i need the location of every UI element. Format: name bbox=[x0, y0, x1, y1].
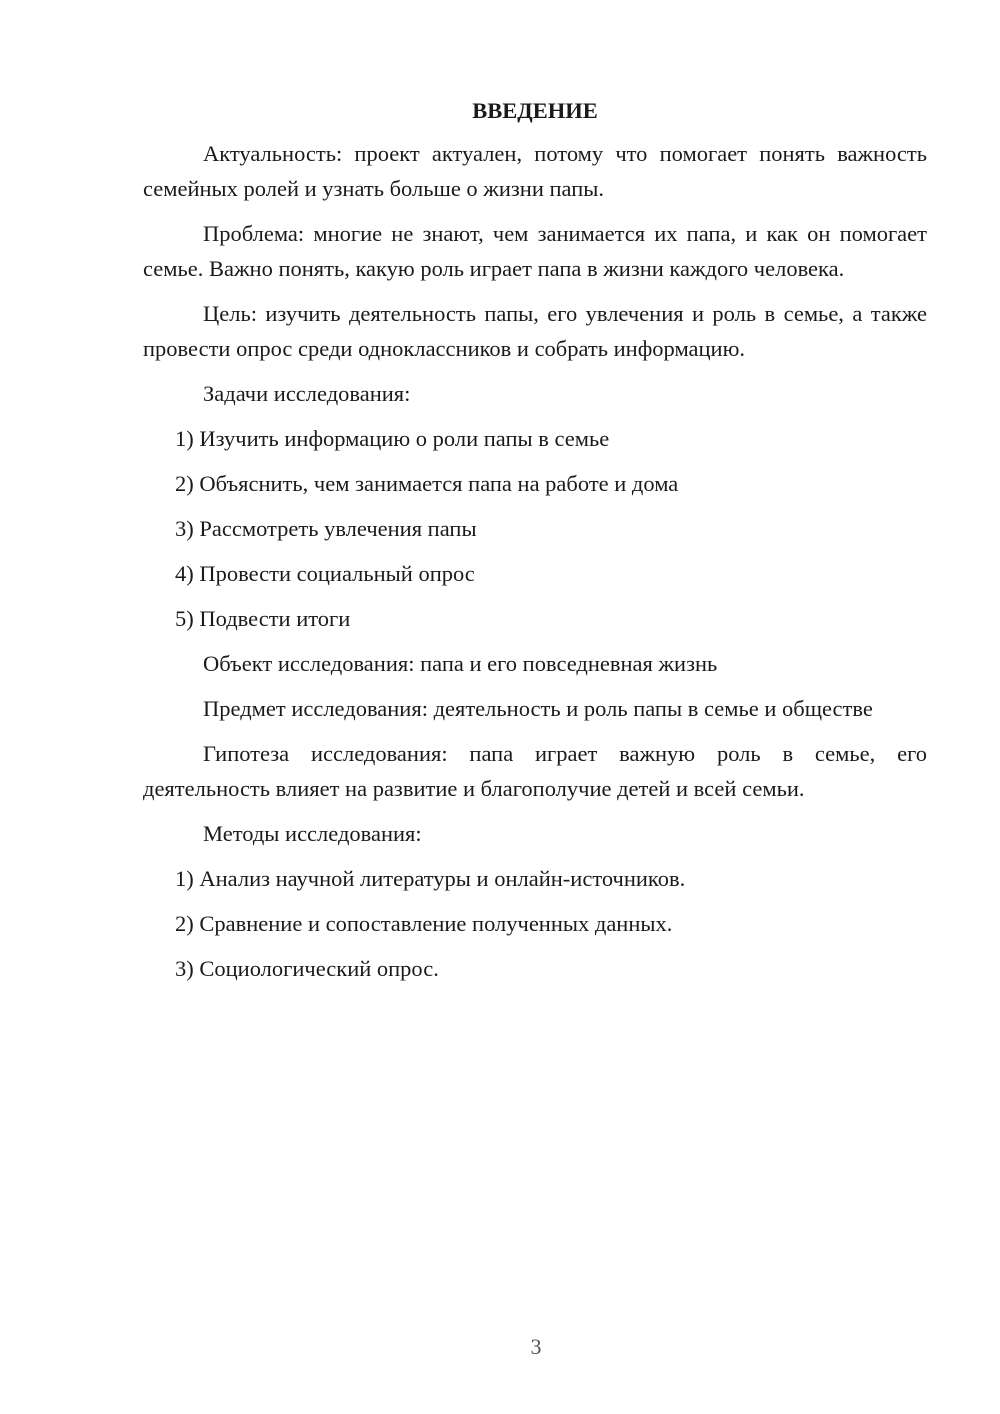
document-body bbox=[143, 96, 927, 996]
section-title: ВВЕДЕНИЕ bbox=[472, 98, 598, 123]
problem-paragraph: Проблема: многие не знают, чем занимается их папа, и как он помогает семье. Важно понять, какую роль играет папа в жизни каждого человека. bbox=[143, 221, 927, 281]
list-item: 2) Сравнение и сопоставление полученных данных. bbox=[175, 911, 673, 936]
list-item: 5) Подвести итоги bbox=[175, 606, 351, 631]
methods-list bbox=[143, 861, 927, 986]
object-paragraph: Объект исследования: папа и его повседневная жизнь bbox=[203, 651, 718, 676]
list-item: 4) Провести социальный опрос bbox=[175, 561, 475, 586]
list-item: 1) Анализ научной литературы и онлайн-источников. bbox=[175, 866, 686, 891]
hypothesis-paragraph: Гипотеза исследования: папа играет важную роль в семье, его деятельность влияет на развитие и благополучие детей и всей семьи. bbox=[143, 741, 927, 801]
goal-paragraph: Цель: изучить деятельность папы, его увлечения и роль в семье, а также провести опрос среди одноклассников и собрать информацию. bbox=[143, 301, 927, 361]
relevance-paragraph: Актуальность: проект актуален, потому что помогает понять важность семейных ролей и узнать больше о жизни папы. bbox=[143, 141, 927, 201]
list-item: 2) Объяснить, чем занимается папа на работе и дома bbox=[175, 471, 679, 496]
list-item: 3) Социологический опрос. bbox=[175, 956, 439, 981]
list-item: 1) Изучить информацию о роли папы в семье bbox=[175, 426, 610, 451]
tasks-heading: Задачи исследования: bbox=[203, 381, 411, 406]
list-item: 3) Рассмотреть увлечения папы bbox=[175, 516, 477, 541]
page-number: 3 bbox=[530, 1334, 542, 1359]
methods-heading: Методы исследования: bbox=[203, 821, 422, 846]
tasks-list bbox=[143, 421, 927, 636]
subject-paragraph: Предмет исследования: деятельность и роль папы в семье и обществе bbox=[203, 696, 873, 721]
